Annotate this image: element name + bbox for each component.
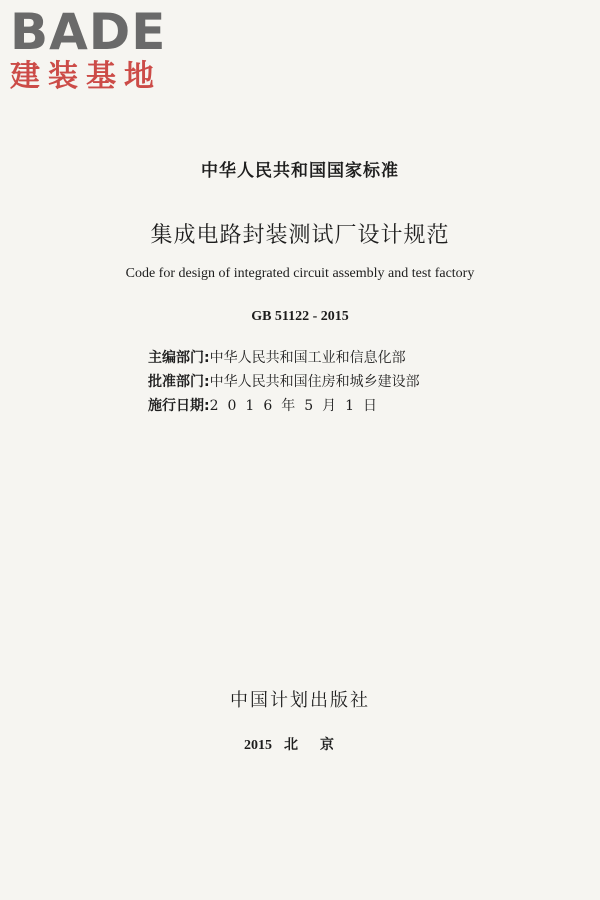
standard-code: GB 51122 - 2015 [251,309,349,324]
metadata-block [148,346,468,418]
publication-place [0,734,600,754]
chief-editor-value: 中华人民共和国工业和信息化部 [209,350,406,366]
approval-label: 批准部门: [148,374,210,390]
effective-date-row [148,394,468,418]
publisher-name: 中国计划出版社 [230,690,370,711]
chief-editor-label: 主编部门: [148,350,210,366]
approval-value: 中华人民共和国住房和城乡建设部 [209,374,420,390]
watermark-logo [10,3,180,94]
logo-latin-text: BADE [10,3,167,61]
approval-row [148,370,468,394]
standard-type: 中华人民共和国国家标准 [201,161,399,181]
effective-date-label: 施行日期: [148,398,210,414]
title-chinese: 集成电路封装测试厂设计规范 [150,223,450,248]
chief-editor-row [148,346,468,370]
logo-chinese-text: 建装基地 [10,59,162,94]
effective-date-value: 2016年5月1日 [209,398,387,414]
title-english: Code for design of integrated circuit assembly and test factory [125,266,475,281]
publication-city: 北京 [284,738,356,753]
publication-year: 2015 [244,738,272,753]
